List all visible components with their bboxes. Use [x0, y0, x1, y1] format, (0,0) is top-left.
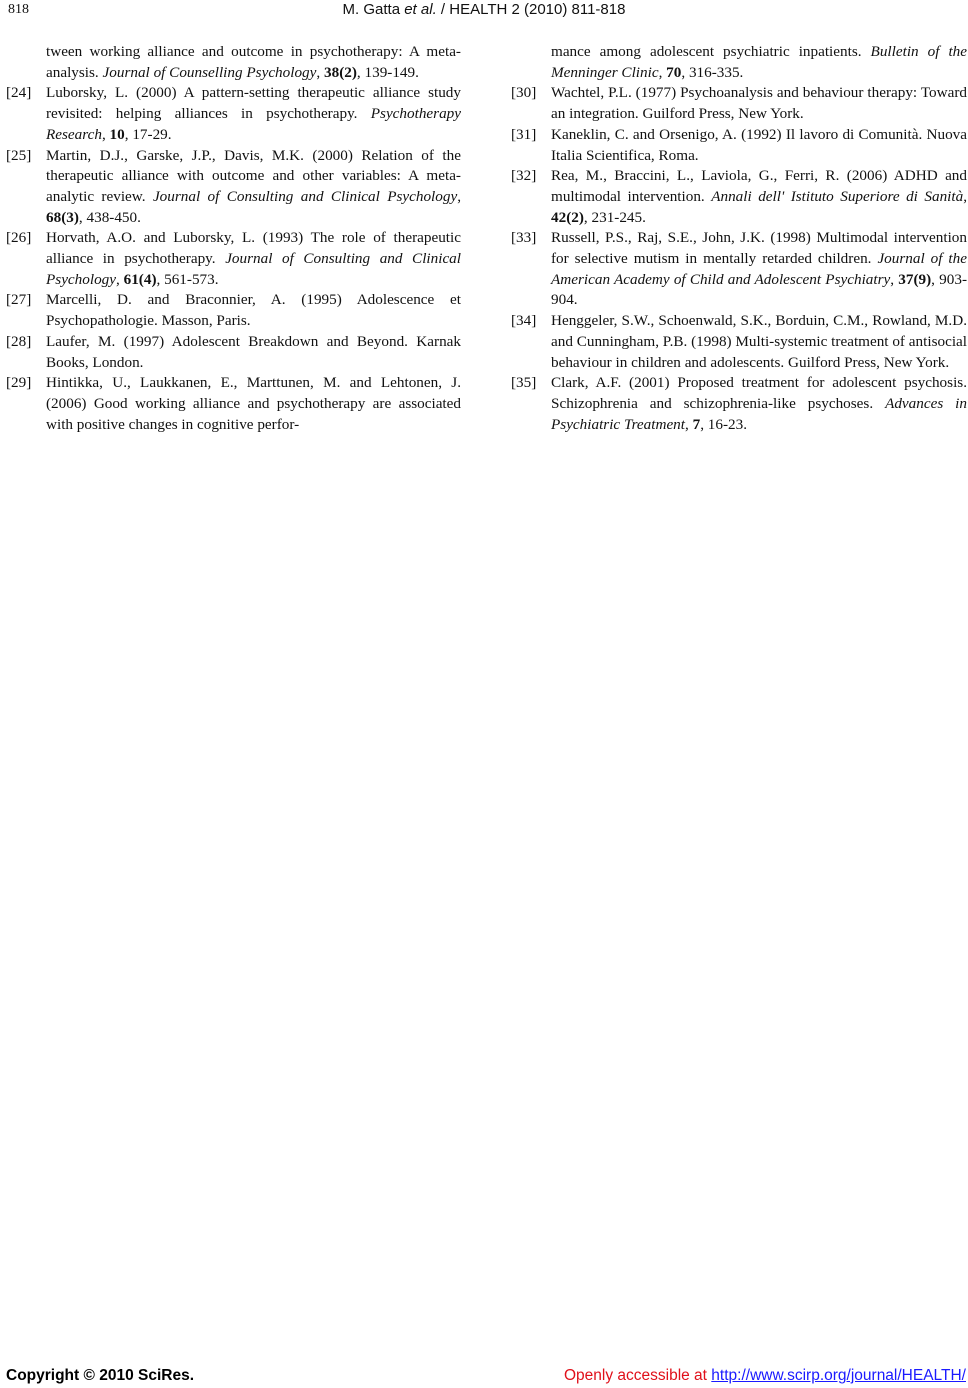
reference-24: [24] Luborsky, L. (2000) A pattern-setting therapeutic alliance study revisited: helping alliances in psychotherapy. Psychotherapy Research, 10, 17-29. — [6, 84, 461, 143]
open-access-notice: Openly accessible at http://www.scirp.org/journal/HEALTH/ — [563, 1367, 966, 1384]
reference-25: [25] Martin, D.J., Garske, J.P., Davis, M.K. (2000) Relation of the therapeutic alliance with outcome and other variables: A meta-analytic review. Journal of Consulting and Clinical Psychology, 68(3), 438-450. — [6, 146, 462, 226]
reference-31: [31] Kaneklin, C. and Orsenigo, A. (1992) Il lavoro di Comunità. Nuova Italia Scientifica, Roma. — [511, 125, 967, 164]
reference-32: [32] Rea, M., Braccini, L., Laviola, G., Ferri, R. (2006) ADHD and multimodal intervention. Annali dell' Istituto Superiore di Sanità, 42(2), 231-245. — [511, 167, 967, 226]
right-column — [511, 42, 967, 435]
reference-27: [27] Marcelli, D. and Braconnier, A. (1995) Adolescence et Psychopathologie. Masson, Paris. — [6, 291, 461, 330]
page-number: 818 — [8, 2, 29, 17]
reference-26: [26] Horvath, A.O. and Luborsky, L. (1993) The role of therapeutic alliance in psychotherapy. Journal of Consulting and Clinical Psychology, 61(4), 561-573. — [6, 229, 461, 288]
reference-35: [35] Clark, A.F. (2001) Proposed treatment for adolescent psychosis. Schizophrenia and schizophrenia-like psychoses. Advances in Psychiatric Treatment, 7, 16-23. — [511, 374, 967, 433]
running-head-et-al: et al. — [404, 1, 437, 18]
copyright-notice: Copyright © 2010 SciRes. — [6, 1367, 195, 1384]
reference-continuation: mance among adolescent psychiatric inpatients. Bulletin of the Menninger Clinic, 70, 316-335. — [551, 43, 967, 81]
running-head-citation: / HEALTH 2 (2010) 811-818 — [436, 1, 626, 18]
reference-33: [33] Russell, P.S., Raj, S.E., John, J.K. (1998) Multimodal intervention for selective mutism in mentally retarded children. Journal of the American Academy of Child and Adolescent Psychiatry, 37(9), 903-904. — [511, 229, 968, 309]
journal-link[interactable]: http://www.scirp.org/journal/HEALTH/ — [711, 1367, 966, 1384]
reference-continuation: tween working alliance and outcome in psychotherapy: A meta-analysis. Journal of Counselling Psychology, 38(2), 139-149. — [46, 43, 461, 81]
left-column — [6, 42, 461, 435]
reference-34: [34] Henggeler, S.W., Schoenwald, S.K., Borduin, C.M., Rowland, M.D. and Cunningham, P.B. (1998) Multi-systemic treatment of antisocial behaviour in children and adolescents. Guilford Press, New York. — [511, 312, 967, 371]
reference-29: [29] Hintikka, U., Laukkanen, E., Marttunen, M. and Lehtonen, J. (2006) Good working alliance and psychotherapy are associated with positive changes in cognitive perfor- — [6, 374, 461, 433]
reference-28: [28] Laufer, M. (1997) Adolescent Breakdown and Beyond. Karnak Books, London. — [6, 332, 461, 371]
page-footer — [0, 1367, 968, 1387]
reference-30: [30] Wachtel, P.L. (1977) Psychoanalysis and behaviour therapy: Toward an integration. Guilford Press, New York. — [511, 84, 967, 123]
running-head-authors: M. Gatta — [342, 1, 405, 18]
running-head — [0, 1, 968, 18]
